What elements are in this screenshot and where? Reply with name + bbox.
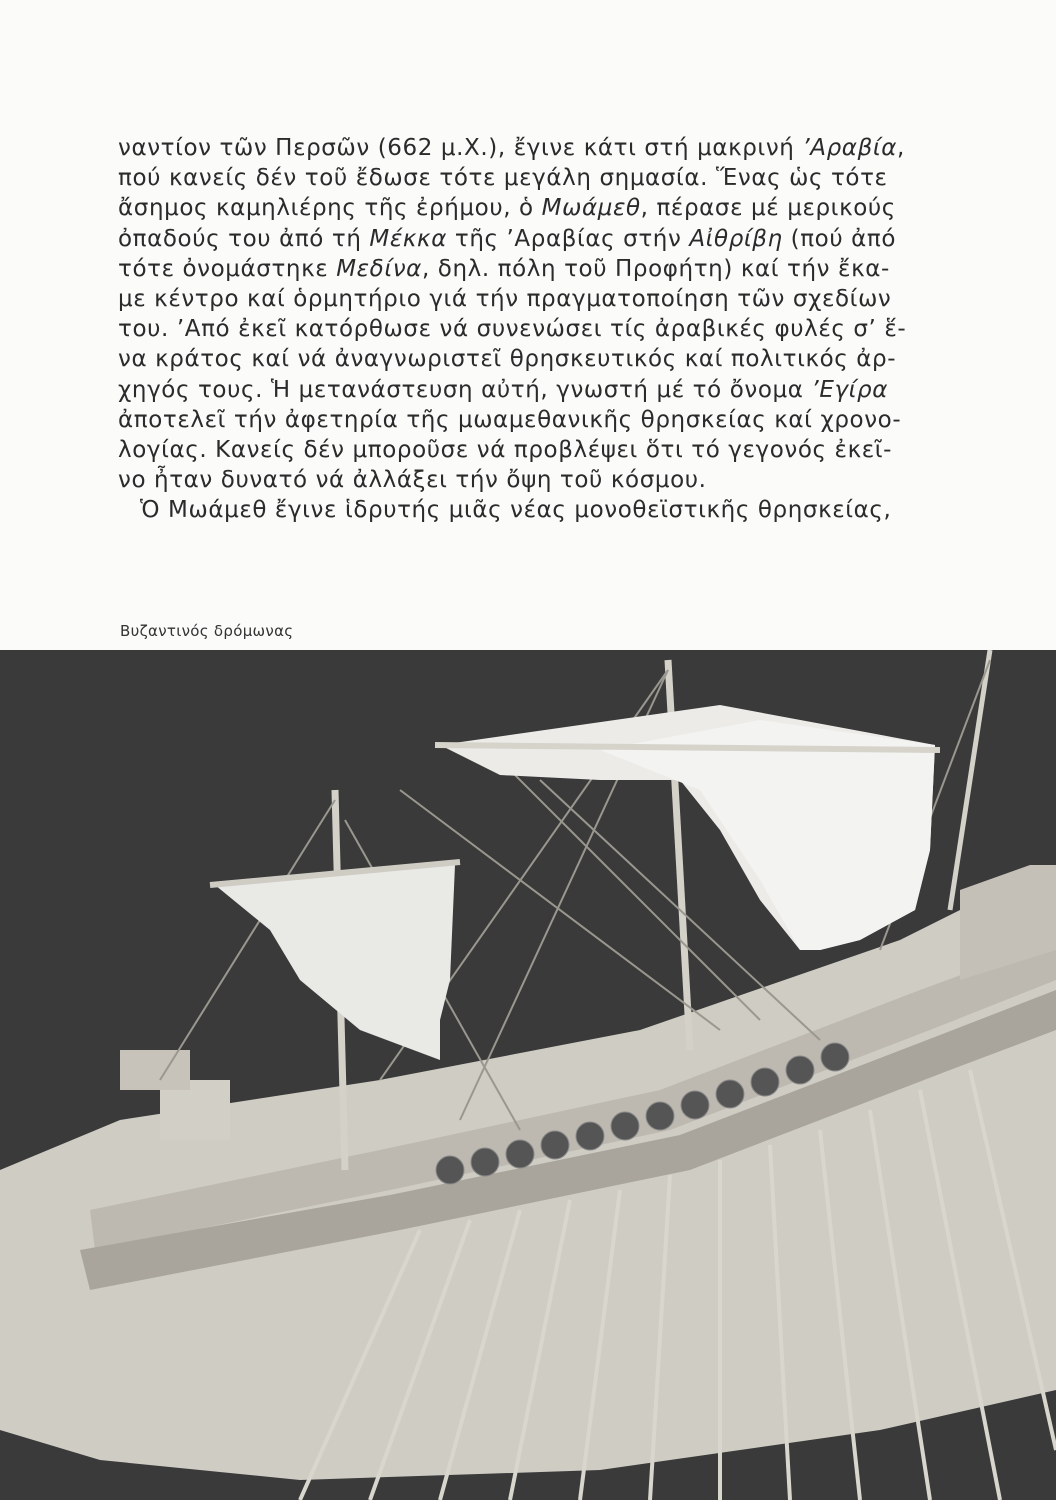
- italic-term: Μέκκα: [369, 225, 447, 252]
- italic-term: Μωάμεθ: [541, 195, 641, 222]
- text-segment: ἄσημος καμηλιέρης τῆς ἐρήμου, ὁ: [118, 195, 542, 222]
- text-line: [118, 224, 978, 254]
- text-line: [118, 405, 978, 435]
- photo-caption: Βυζαντινός δρόμωνας: [120, 622, 294, 640]
- text-line: [118, 163, 978, 193]
- text-segment: τότε ὀνομάστηκε: [118, 255, 337, 282]
- ship-illustration: [0, 650, 1056, 1500]
- text-segment: νο ἦταν δυνατό νά ἀλλάξει τήν ὄψη τοῦ κόσμου.: [118, 467, 707, 494]
- text-segment: του. ’Από ἐκεῖ κατόρθωσε νά συνενώσει τίς ἀραβικές φυλές σ’ ἕ-: [118, 316, 907, 343]
- text-line: [118, 435, 978, 465]
- text-segment: ναντίον τῶν Περσῶν (662 μ.Χ.), ἔγινε κάτι στή μακρινή: [118, 135, 803, 161]
- text-segment: ἀποτελεῖ τήν ἀφετηρία τῆς μωαμεθανικῆς θρησκείας καί χρονο-: [118, 406, 902, 433]
- text-line: [118, 344, 978, 374]
- text-line: [118, 254, 978, 284]
- text-segment: , πέρασε μέ μερικούς: [640, 195, 896, 222]
- text-line: [118, 193, 978, 223]
- text-line: [118, 314, 978, 344]
- text-segment: λογίας. Κανείς δέν μποροῦσε νά προβλέψει ὅτι τό γεγονός ἐκεῖ-: [118, 437, 893, 464]
- italic-term: ’Εγίρα: [811, 376, 889, 403]
- italic-term: Μεδίνα: [336, 255, 422, 282]
- text-segment: χηγός τους. Ἡ μετανάστευση αὐτή, γνωστή μέ τό ὄνομα: [118, 376, 812, 403]
- text-line: [118, 133, 978, 163]
- text-line: [118, 284, 978, 314]
- italic-term: Αἰθρίβη: [689, 225, 783, 252]
- text-segment: πού κανείς δέν τοῦ ἔδωσε τότε μεγάλη σημασία. Ἕνας ὡς τότε: [118, 165, 888, 192]
- text-segment: (πού ἀπό: [782, 225, 897, 252]
- text-segment: ὀπαδούς του ἀπό τή: [118, 225, 370, 252]
- italic-term: ’Αραβία: [802, 135, 897, 161]
- text-line: [118, 375, 978, 405]
- text-segment: να κράτος καί νά ἀναγνωριστεῖ θρησκευτικός καί πολιτικός ἀρ-: [118, 346, 897, 373]
- body-text: [118, 133, 978, 526]
- text-segment: με κέντρο καί ὁρμητήριο γιά τήν πραγματοποίηση τῶν σχεδίων: [118, 286, 892, 313]
- text-segment: τῆς ’Αραβίας στήν: [446, 225, 690, 252]
- byzantine-dromon-photo: [0, 650, 1056, 1500]
- text-segment: ,: [897, 135, 905, 161]
- text-line: [118, 495, 978, 525]
- text-segment: Ὁ Μωάμεθ ἔγινε ἱδρυτής μιᾶς νέας μονοθεϊστικῆς θρησκείας,: [140, 497, 892, 524]
- text-segment: , δηλ. πόλη τοῦ Προφήτη) καί τήν ἔκα-: [421, 255, 890, 282]
- text-line: [118, 465, 978, 495]
